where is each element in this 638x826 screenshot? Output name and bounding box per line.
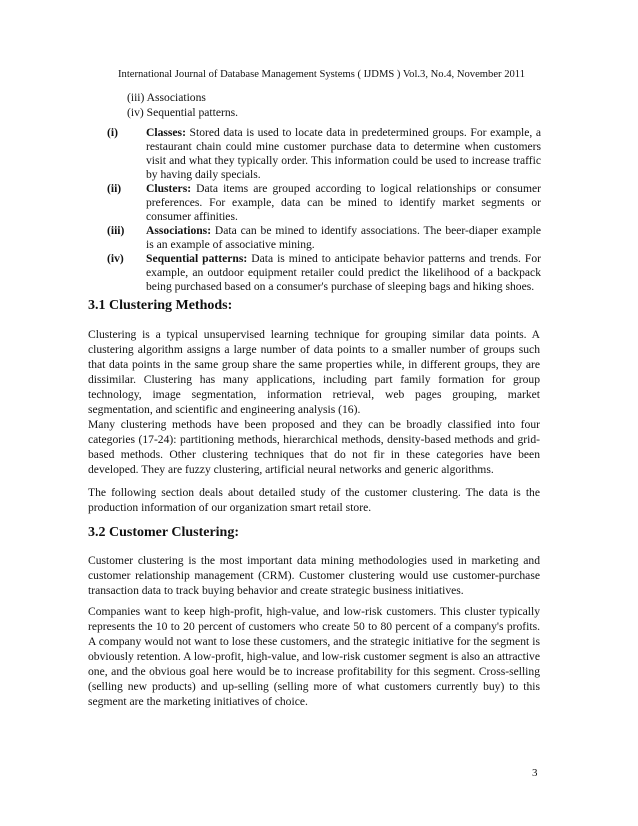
pattern-sublist xyxy=(127,90,238,120)
paragraph-clustering-intro: Clustering is a typical unsupervised learning technique for grouping similar data points. A clustering algorithm assigns a large number of data points to a smaller number of groups such that data points in the same group share the same properties while, in different groups, they are dissimilar. Clustering has many applications, including part family formation for group technology, image segmentation, information retrieval, web pages grouping, market segmentation, and scientific and engineering analysis (16). xyxy=(88,328,540,416)
section-heading-customer-clustering: 3.2 Customer Clustering: xyxy=(88,525,240,540)
definition-item xyxy=(107,224,541,252)
definition-body xyxy=(146,224,541,252)
definition-body xyxy=(146,182,541,224)
definition-term: Classes: xyxy=(146,126,186,139)
paragraph-customer-segments: Companies want to keep high-profit, high-value, and low-risk customers. This cluster typically represents the 10 to 20 percent of customers who create 50 to 80 percent of a company's profits. A company would not want to lose these customers, and the strategic initiative for the segment is obviously retention. A low-profit, high-value, and low-risk customer segment is also an attractive one, and the obvious goal here would be to increase profitability for this segment. Cross-selling (selling new products) and up-selling (selling more of what customers currently buy) to this segment are the marketing initiatives of choice. xyxy=(88,605,540,708)
sublist-item: (iii) Associations xyxy=(127,91,206,104)
section-heading-clustering: 3.1 Clustering Methods: xyxy=(88,298,233,313)
definition-text: Data can be mined to identify associations. The beer-diaper example is an example of associative mining. xyxy=(146,224,541,251)
definition-list xyxy=(107,126,541,294)
sublist-item: (iv) Sequential patterns. xyxy=(127,106,239,119)
definition-number: (ii) xyxy=(107,182,122,195)
definition-term: Clusters: xyxy=(146,182,192,195)
definition-term: Associations: xyxy=(146,224,212,237)
paragraph-clustering-methods: Many clustering methods have been proposed and they can be broadly classified into four categories (17-24): partitioning methods, hierarchical methods, density-based methods and grid-based methods. Other clustering techniques that do not fir in these categories have been developed. They are fuzzy clustering, artificial neural networks and generic algorithms. xyxy=(88,418,540,476)
paragraph-customer-intro: Customer clustering is the most important data mining methodologies used in marketing and customer relationship management (CRM). Customer clustering would use customer-purchase transaction data to track buying behavior and create strategic business initiatives. xyxy=(88,554,540,597)
definition-number: (iv) xyxy=(107,252,124,265)
definition-body xyxy=(146,126,541,182)
definition-term: Sequential patterns: xyxy=(146,252,248,265)
definition-item xyxy=(107,182,541,224)
definition-number: (i) xyxy=(107,126,118,139)
definition-text: Stored data is used to locate data in predetermined groups. For example, a restaurant chain could mine customer purchase data to determine when customers visit and what they typically order. This information could be used to increase traffic by having daily specials. xyxy=(146,126,541,181)
definition-item xyxy=(107,252,541,294)
definition-body xyxy=(146,252,541,294)
paragraph-clustering-followup: The following section deals about detailed study of the customer clustering. The data is the production information of our organization smart retail store. xyxy=(88,486,540,514)
definition-item xyxy=(107,126,541,182)
definition-text: Data is mined to anticipate behavior patterns and trends. For example, an outdoor equipment retailer could predict the likelihood of a backpack being purchased based on a consumer's purchase of sleeping bags and hiking shoes. xyxy=(146,252,542,293)
definition-text: Data items are grouped according to logical relationships or consumer preferences. For example, data can be mined to identify market segments or consumer affinities. xyxy=(146,182,541,223)
page-number: 3 xyxy=(532,767,538,779)
running-header: International Journal of Database Management Systems ( IJDMS ) Vol.3, No.4, November 2011 xyxy=(118,69,525,80)
definition-number: (iii) xyxy=(107,224,125,237)
